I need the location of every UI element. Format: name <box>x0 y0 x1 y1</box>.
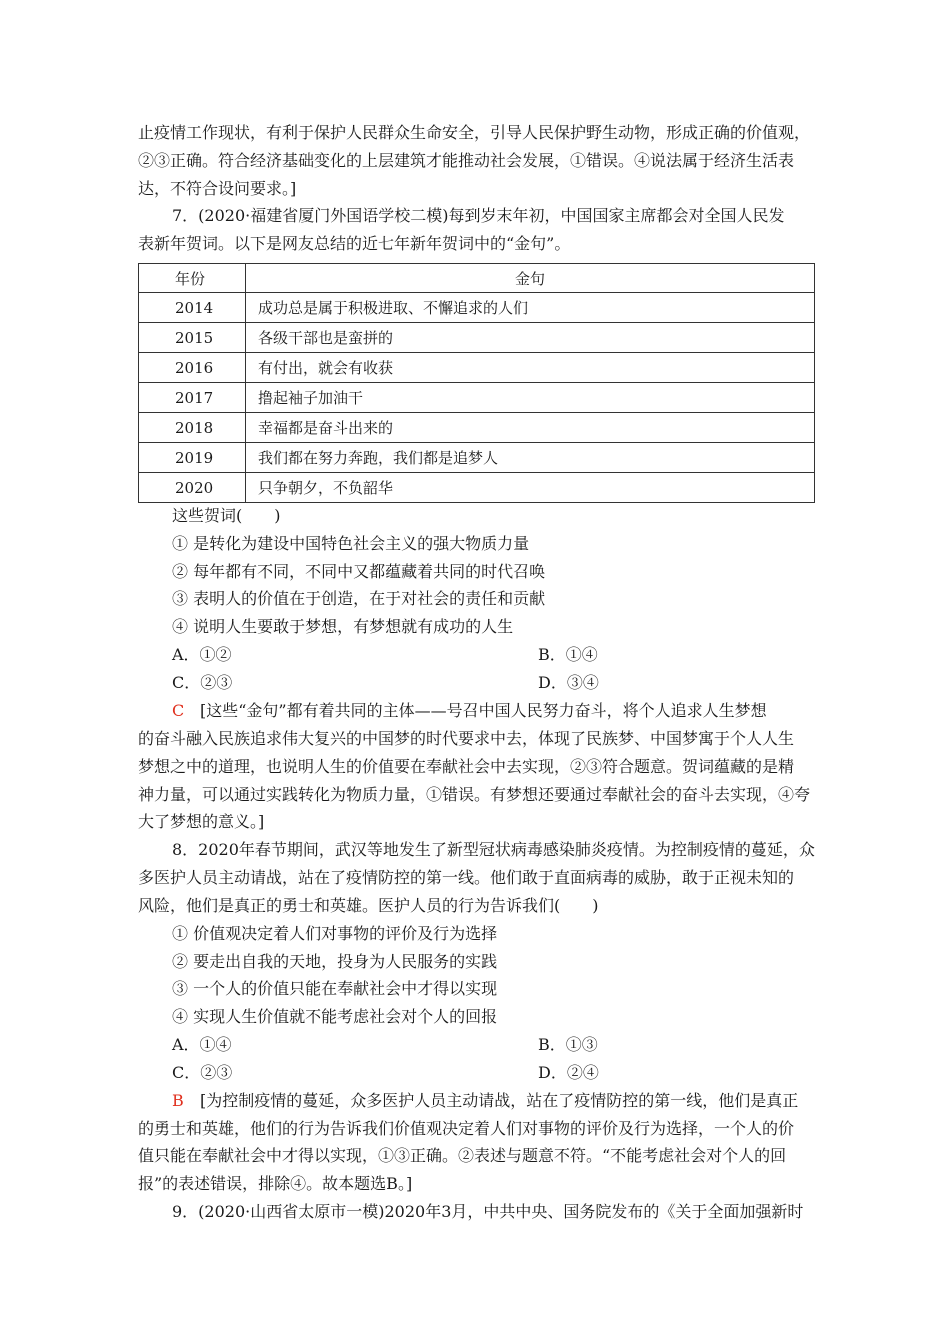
table-row <box>139 383 815 413</box>
q7-statement: ③ 表明人的价值在于创造，在于对社会的责任和贡献 <box>172 589 546 608</box>
table-cell-quote: 我们都在努力奔跑，我们都是追梦人 <box>246 443 815 473</box>
table-cell-quote: 各级干部也是蛮拼的 <box>246 323 815 353</box>
q8-stem: 8．2020年春节期间，武汉等地发生了新型冠状病毒感染肺炎疫情。为控制疫情的蔓延，众 <box>172 840 815 859</box>
q7-explanation-line: 神力量，可以通过实践转化为物质力量，①错误。有梦想还要通过奉献社会的奋斗去实现，④夸 <box>138 785 811 804</box>
table-cell-year: 2019 <box>139 443 246 473</box>
golden-quotes-table <box>138 263 815 503</box>
q7-explanation-line: 梦想之中的道理，也说明人生的价值要在奉献社会中去实现，②③符合题意。贺词蕴藏的是精 <box>138 757 795 776</box>
q7-stem: 表新年贺词。以下是网友总结的近七年新年贺词中的“金句”。 <box>138 234 571 253</box>
table-row <box>139 443 815 473</box>
table-cell-year: 2016 <box>139 353 246 383</box>
q8-statement: ② 要走出自我的天地，投身为人民服务的实践 <box>172 952 498 971</box>
table-cell-year: 2020 <box>139 473 246 503</box>
q7-option-c: C．②③ <box>172 673 233 692</box>
table-header-row <box>139 264 815 293</box>
table-cell-quote: 幸福都是奋斗出来的 <box>246 413 815 443</box>
intro-line: 达，不符合设问要求。] <box>138 179 297 198</box>
q8-option-a: A．①④ <box>172 1035 232 1054</box>
q7-answer-letter: C <box>172 701 185 720</box>
intro-line: ②③正确。符合经济基础变化的上层建筑才能推动社会发展，①错误。④说法属于经济生活表 <box>138 151 795 170</box>
q8-option-c: C．②③ <box>172 1063 233 1082</box>
q8-explanation-line: 报”的表述错误，排除④。故本题选B。] <box>138 1174 413 1193</box>
table-cell-quote: 撸起袖子加油干 <box>246 383 815 413</box>
table-row <box>139 323 815 353</box>
q8-explanation-line <box>172 1091 852 1111</box>
table-row <box>139 293 815 323</box>
q8-stem: 风险，他们是真正的勇士和英雄。医护人员的行为告诉我们( ) <box>138 896 599 915</box>
table-cell-year: 2017 <box>139 383 246 413</box>
q8-explanation-line: 值只能在奉献社会中才得以实现，①③正确。②表述与题意不符。“不能考虑社会对个人的回 <box>138 1146 787 1165</box>
q8-option-b: B．①③ <box>538 1035 598 1054</box>
table-row <box>139 413 815 443</box>
q8-statement: ④ 实现人生价值就不能考虑社会对个人的回报 <box>172 1007 498 1026</box>
q7-explanation-line: 大了梦想的意义。] <box>138 812 265 831</box>
q8-answer-letter: B <box>172 1091 184 1110</box>
table-cell-year: 2018 <box>139 413 246 443</box>
q8-stem: 多医护人员主动请战，站在了疫情防控的第一线。他们敢于直面病毒的威胁，敢于正视未知的 <box>138 868 795 887</box>
table-header-quote: 金句 <box>246 264 815 293</box>
q7-option-b: B．①④ <box>538 645 598 664</box>
q8-explanation-line: 的勇士和英雄，他们的行为告诉我们价值观决定着人们对事物的评价及行为选择，一个人的价 <box>138 1119 795 1138</box>
q7-option-a: A．①② <box>172 645 232 664</box>
q7-question: 这些贺词( ) <box>172 506 281 525</box>
q7-explanation-line <box>172 701 852 721</box>
q8-explanation-text: [为控制疫情的蔓延，众多医护人员主动请战，站在了疫情防控的第一线，他们是真正 <box>200 1091 799 1110</box>
table-row <box>139 353 815 383</box>
q7-stem: 7．(2020·福建省厦门外国语学校二模)每到岁末年初，中国国家主席都会对全国人民发 <box>172 206 785 225</box>
table-cell-year: 2014 <box>139 293 246 323</box>
q7-explanation-line: 的奋斗融入民族追求伟大复兴的中国梦的时代要求中去，体现了民族梦、中国梦寓于个人人生 <box>138 729 795 748</box>
intro-line: 止疫情工作现状，有利于保护人民群众生命安全，引导人民保护野生动物，形成正确的价值观， <box>138 123 811 142</box>
q8-option-d: D．②④ <box>538 1063 599 1082</box>
q7-statement: ④ 说明人生要敢于梦想，有梦想就有成功的人生 <box>172 617 514 636</box>
table-cell-quote: 有付出，就会有收获 <box>246 353 815 383</box>
q7-explanation-text: [这些“金句”都有着共同的主体——号召中国人民努力奋斗，将个人追求人生梦想 <box>200 701 767 720</box>
q8-statement: ③ 一个人的价值只能在奉献社会中才得以实现 <box>172 979 498 998</box>
table-cell-quote: 成功总是属于积极进取、不懈追求的人们 <box>246 293 815 323</box>
q9-stem: 9．(2020·山西省太原市一模)2020年3月，中共中央、国务院发布的《关于全面加强新时 <box>172 1202 804 1221</box>
table-header-year: 年份 <box>139 264 246 293</box>
table-cell-year: 2015 <box>139 323 246 353</box>
q7-statement: ② 每年都有不同，不同中又都蕴藏着共同的时代召唤 <box>172 562 546 581</box>
q8-statement: ① 价值观决定着人们对事物的评价及行为选择 <box>172 924 498 943</box>
q7-option-d: D．③④ <box>538 673 599 692</box>
q7-statement: ① 是转化为建设中国特色社会主义的强大物质力量 <box>172 534 530 553</box>
table-row <box>139 473 815 503</box>
table-cell-quote: 只争朝夕，不负韶华 <box>246 473 815 503</box>
